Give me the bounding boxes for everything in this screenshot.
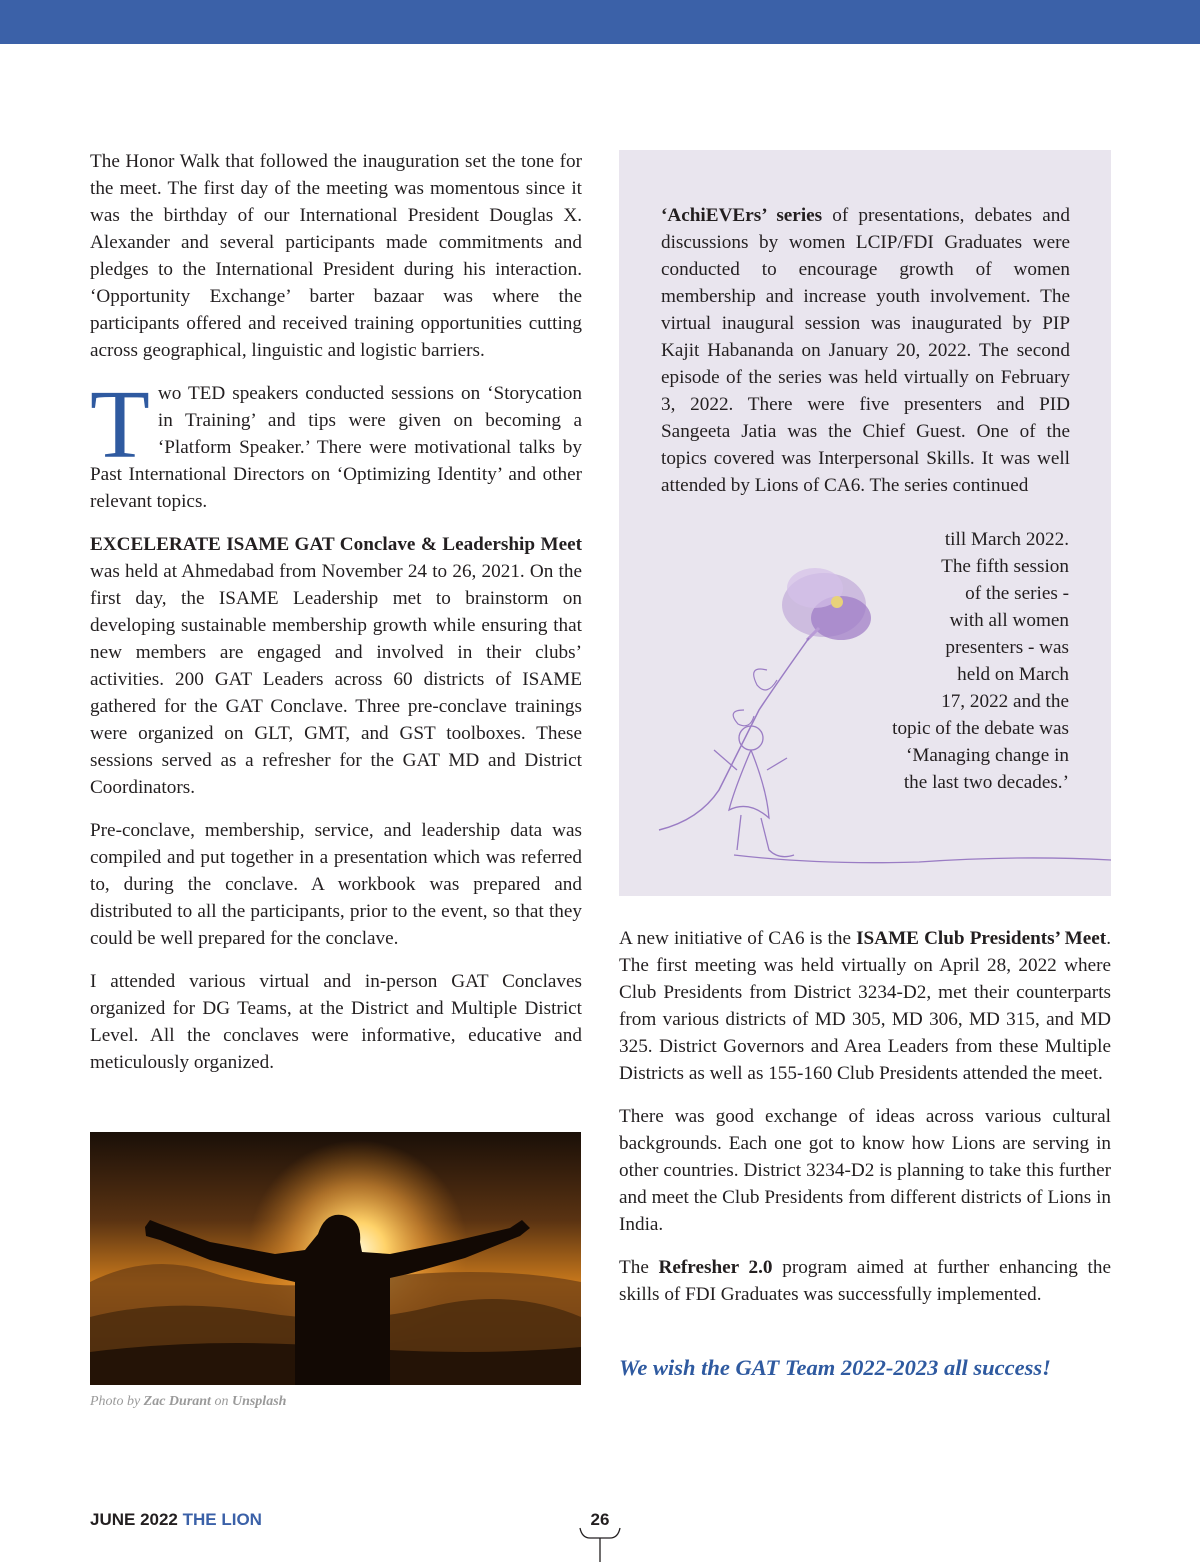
paragraph-excelerate [90, 531, 582, 801]
tail-line: ‘Managing change in [905, 745, 1069, 766]
excelerate-title: EXCELERATE ISAME GAT Conclave & Leadership Meet [90, 534, 582, 555]
left-column [90, 148, 582, 1092]
tail-line: with all women [949, 610, 1069, 631]
paragraph-ted-speakers [90, 371, 582, 515]
paragraph-club-presidents [619, 925, 1111, 1087]
tail-line: presenters - was [945, 637, 1069, 658]
header-bar [0, 0, 1200, 44]
sunset-photo [90, 1132, 581, 1385]
paragraph-honor-walk: The Honor Walk that followed the inauguration set the tone for the meet. The first day of the meeting was momentous since it was the birthday of our International President Douglas X. Alexander and several participants made commitments and pledges to the International President during his interaction. ‘Opportunity Exchange’ barter bazaar was where the participants offered and received training opportunities cutting across geographical, linguistic and logistic barriers. [90, 151, 582, 361]
paragraph-pre-conclave: Pre-conclave, membership, service, and leadership data was compiled and put together in a presentation which was referred to, during the conclave. A workbook was prepared and distributed to all the participants, prior to the event, so that they could be well prepared for the conclave. [90, 820, 582, 949]
footer-date: JUNE 2022 [90, 1510, 183, 1529]
club-presidents-text: . The first meeting was held virtually on April 28, 2022 where Club Presidents from District 3234-D2, met their counterparts from various districts of MD 305, MD 306, MD 315, and MD 325. District Governors and Area Leaders from these Multiple Districts as well as 155-160 Club Presidents attended the meet. [619, 928, 1111, 1084]
tail-line: of the series - [965, 583, 1069, 604]
tail-line: topic of the debate was [892, 718, 1069, 739]
credit-prefix: Photo by [90, 1394, 144, 1409]
tail-line: held on March [957, 664, 1069, 685]
credit-author: Zac Durant [143, 1394, 211, 1409]
achievers-text [661, 202, 1070, 499]
achievers-title: ‘AchiEVErs’ series [661, 205, 823, 226]
refresher-title: Refresher 2.0 [658, 1257, 773, 1278]
ted-text: wo TED speakers conducted sessions on ‘Storycation in Training’ and tips were given on becoming a ‘Platform Speaker.’ There were motivational talks by Past International Directors on ‘Optimizing Identity’ and other relevant topics. [90, 383, 582, 512]
paragraph-refresher [619, 1254, 1111, 1308]
club-presidents-intro: A new initiative of CA6 is the [619, 928, 857, 949]
drop-cap: T [90, 371, 150, 479]
page-number-bracket-icon [578, 1524, 622, 1564]
credit-source: Unsplash [231, 1394, 287, 1409]
photo-credit [90, 1394, 286, 1410]
club-presidents-title: ISAME Club Presidents’ Meet [856, 928, 1107, 949]
paragraph-exchange: There was good exchange of ideas across various cultural backgrounds. Each one got to know how Lions are serving in other countries. District 3234-D2 is planning to take this further and meet the Club Presidents from different districts of Lions in India. [619, 1106, 1111, 1235]
achievers-text-tail [799, 526, 1069, 796]
achievers-sidebar [619, 150, 1111, 896]
closing-wish: We wish the GAT Team 2022-2023 all success! [619, 1355, 1051, 1380]
tail-line: 17, 2022 and the [941, 691, 1069, 712]
achievers-body: of presentations, debates and discussions by women LCIP/FDI Graduates were conducted to encourage growth of women membership and increase youth involvement. The virtual inaugural session was inaugurated by PIP Kajit Habananda on January 20, 2022. The second episode of the series was held virtually on February 3, 2022. There were five presenters and PID Sangeeta Jatia was the Chief Guest. One of the topics covered was Interpersonal Skills. It was well attended by Lions of CA6. The series continued [661, 205, 1070, 496]
excelerate-text: was held at Ahmedabad from November 24 to 26, 2021. On the first day, the ISAME Leadership met to brainstorm on developing sustainable membership growth while ensuring that new members are engaged and involved in their clubs’ activities. 200 GAT Leaders across 60 districts of ISAME gathered for the GAT Conclave. Three pre-conclave trainings were organized on GLT, GMT, and GST toolboxes. These sessions served as a refresher for the GAT MD and District Coordinators. [90, 561, 582, 798]
credit-mid: on [210, 1394, 232, 1409]
right-column [619, 925, 1111, 1324]
tail-line: The fifth session [941, 556, 1069, 577]
refresher-intro: The [619, 1257, 659, 1278]
paragraph-attended: I attended various virtual and in-person GAT Conclaves organized for DG Teams, at the District and Multiple District Level. All the conclaves were informative, educative and meticulously organized. [90, 971, 582, 1073]
refresher-text: program aimed at further enhancing the skills of FDI Graduates was successfully implemented. [619, 1257, 1111, 1305]
footer-magazine: THE LION [182, 1510, 262, 1529]
footer-issue [90, 1510, 262, 1530]
tail-line: the last two decades.’ [903, 772, 1069, 793]
tail-line: till March 2022. [944, 529, 1069, 550]
page-number: 26 [590, 1510, 610, 1529]
